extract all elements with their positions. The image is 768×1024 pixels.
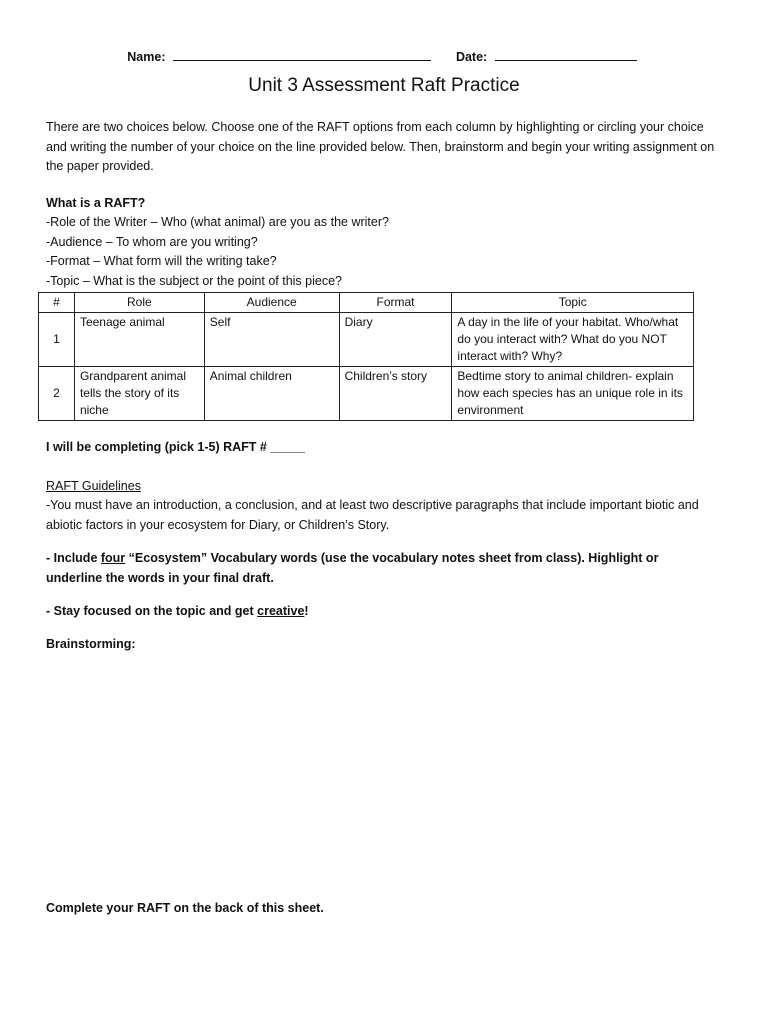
row-audience[interactable]: Animal children [204,367,339,421]
row-number: 1 [39,313,75,367]
guideline-vocab-pre: - Include [46,551,101,565]
guideline-focus-word: creative [257,604,305,618]
raft-options-table [38,292,694,421]
row-format[interactable]: Diary [339,313,452,367]
footer-instruction: Complete your RAFT on the back of this sheet. [46,901,324,915]
name-label: Name: [127,50,166,64]
guideline-focus-post: ! [304,604,309,618]
completing-line[interactable]: I will be completing (pick 1-5) RAFT # _____ [46,440,306,454]
guideline-focus [46,602,718,622]
header-role: Role [74,293,204,313]
header-format: Format [339,293,452,313]
guideline-vocab-count: four [100,551,126,565]
row-topic[interactable]: A day in the life of your habitat. Who/what do you interact with? What do you NOT interact with? Why? [452,313,694,367]
date-label: Date: [455,50,488,64]
name-blank[interactable] [173,47,431,61]
raft-def-role: -Role of the Writer – Who (what animal) are you as the writer? [46,215,389,229]
row-number: 2 [39,367,75,421]
date-blank[interactable] [495,47,637,61]
brainstorming-heading: Brainstorming: [46,637,136,651]
row-role[interactable]: Teenage animal [74,313,204,367]
raft-def-audience: -Audience – To whom are you writing? [46,235,258,249]
raft-def-format: -Format – What form will the writing take? [46,254,277,268]
row-topic[interactable]: Bedtime story to animal children- explain how each species has an unique role in its environment [452,367,694,421]
row-audience[interactable]: Self [204,313,339,367]
name-date-line [0,47,768,64]
guideline-vocabulary [46,549,718,588]
page-title: Unit 3 Assessment Raft Practice [248,75,520,96]
header-audience: Audience [204,293,339,313]
guidelines-heading: RAFT Guidelines [46,479,141,493]
raft-def-topic: -Topic – What is the subject or the point of this piece? [46,274,342,288]
guideline-focus-pre: - Stay focused on the topic and get [46,604,258,618]
row-role[interactable]: Grandparent animal tells the story of its niche [74,367,204,421]
row-format[interactable]: Children’s story [339,367,452,421]
guideline-paragraphs: -You must have an introduction, a conclusion, and at least two descriptive paragraphs that include important biotic and abiotic factors in your ecosystem for Diary, or Children’s Story. [46,498,699,532]
guideline-vocab-post: “Ecosystem” Vocabulary words (use the vocabulary notes sheet from class). Highlight or underline the words in your final draft. [46,551,659,585]
header-topic: Topic [452,293,694,313]
table-row[interactable] [39,313,694,367]
table-header-row [39,293,694,313]
header-number: # [39,293,75,313]
table-row[interactable] [39,367,694,421]
intro-paragraph: There are two choices below. Choose one of the RAFT options from each column by highlighting or circling your choice and writing the number of your choice on the line provided below. Then, brainstorm and begin your writing assignment on the paper provided. [46,120,715,173]
what-is-raft-heading: What is a RAFT? [46,196,146,210]
